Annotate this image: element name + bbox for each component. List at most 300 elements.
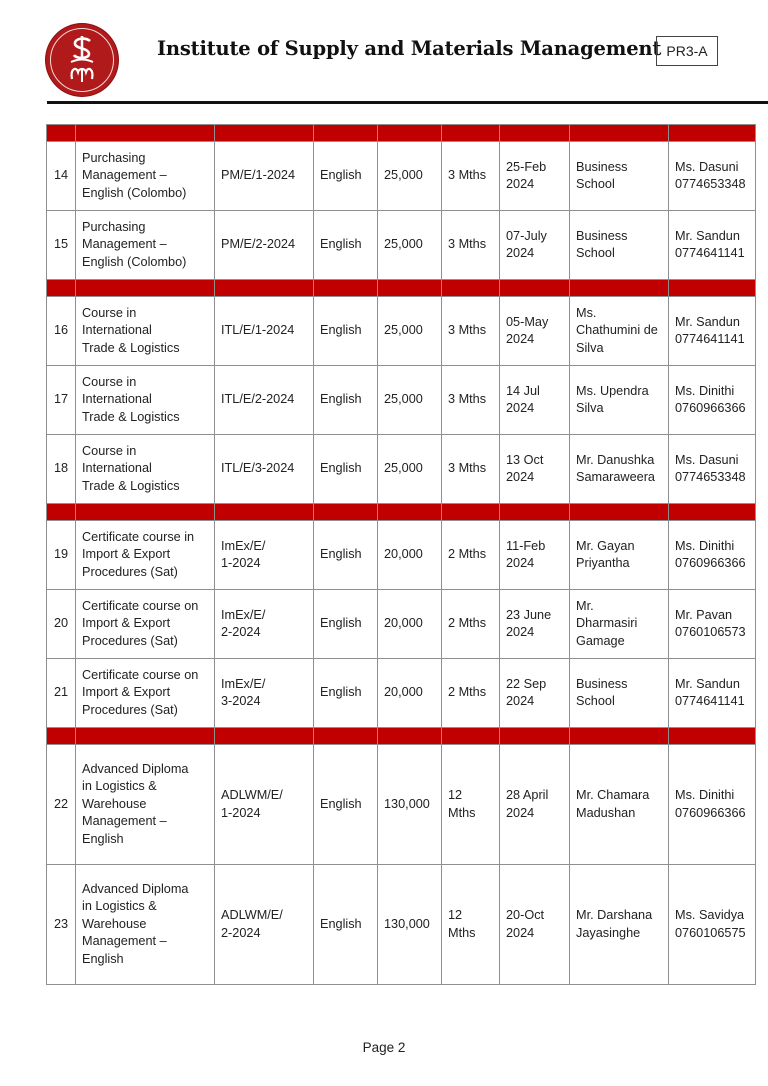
course-line: Course in [82,374,137,389]
contact-line: 0774653348 [675,470,746,484]
course-line: Certificate course in [82,529,195,544]
course-line: English (Colombo) [82,185,187,200]
medium-value: English [320,237,362,252]
cell-no [47,142,76,211]
cell-start [500,435,570,504]
cell-medium [314,211,378,280]
medium-value: English [320,392,362,407]
header-divider [47,101,768,104]
separator-cell [378,280,442,297]
cell-no [47,745,76,865]
code-line: PM/E/1-2024 [221,168,296,183]
course-line: Certificate course on [82,598,199,613]
separator-cell [669,728,756,745]
cell-duration [442,211,500,280]
cell-no [47,659,76,728]
cell-code [215,366,314,435]
separator-cell [47,280,76,297]
separator-cell [500,125,570,142]
contact-line: Ms. Savidya [675,908,745,923]
course-schedule-table [46,124,756,985]
separator-cell [669,280,756,297]
cell-lecturer [570,659,669,728]
start-line: 2024 [506,401,535,415]
code-line: ImEx/E/ [221,676,266,691]
contact-line: Ms. Dinithi [675,538,735,553]
code-line: 3-2024 [221,694,261,708]
lecturer-line: Chathumini de [576,323,658,338]
start-line: 2024 [506,805,535,820]
separator-cell [669,504,756,521]
course-line: English (Colombo) [82,254,187,269]
start-line: 05-May [506,314,549,329]
cell-start [500,745,570,865]
separator-cell [442,504,500,521]
cell-start [500,142,570,211]
separator-cell [378,504,442,521]
cell-no [47,435,76,504]
cell-no [47,590,76,659]
cell-start [500,211,570,280]
course-line: Management – [82,934,167,949]
duration-line: 2 Mths [448,616,487,631]
duration-line: 3 Mths [448,323,487,338]
cell-contact [669,865,756,985]
table-row [47,521,756,590]
no-value: 18 [53,461,69,476]
lecturer-line: Samaraweera [576,470,655,484]
cell-contact [669,745,756,865]
course-line: Trade & Logistics [82,340,180,355]
cell-duration [442,297,500,366]
fee-value: 25,000 [384,237,423,252]
contact-line: 0774653348 [675,177,746,191]
duration-line: 3 Mths [448,168,487,183]
start-line: 11-Feb [506,538,546,553]
course-line: Certificate course on [82,667,199,682]
cell-course [76,521,215,590]
cell-course [76,590,215,659]
lecturer-line: Mr. Gayan [576,538,635,553]
course-line: Procedures (Sat) [82,564,178,579]
course-line: Course in [82,305,137,320]
cell-lecturer [570,745,669,865]
cell-contact [669,659,756,728]
cell-medium [314,297,378,366]
course-line: Import & Export [82,616,171,631]
separator-cell [570,125,669,142]
cell-fee [378,211,442,280]
fee-value: 20,000 [384,616,423,631]
separator-cell [47,125,76,142]
cell-lecturer [570,865,669,985]
course-line: Procedures (Sat) [82,633,178,648]
course-line: Import & Export [82,547,171,562]
fee-value: 25,000 [384,461,423,476]
cell-contact [669,211,756,280]
course-line: International [82,392,152,407]
course-line: International [82,323,152,338]
cell-no [47,521,76,590]
duration-line: 2 Mths [448,547,487,562]
lecturer-line: Mr. [576,598,594,613]
start-line: 2024 [506,177,535,191]
contact-line: Mr. Sandun [675,314,740,329]
course-line: Course in [82,443,137,458]
lecturer-line: Silva [576,340,604,355]
separator-cell [500,280,570,297]
cell-duration [442,521,500,590]
code-line: ImEx/E/ [221,607,266,622]
contact-line: 0774641141 [675,694,745,708]
duration-line: 2 Mths [448,685,487,700]
contact-line: Mr. Sandun [675,228,740,243]
no-value: 20 [53,616,69,631]
separator-cell [215,280,314,297]
fee-value: 25,000 [384,323,423,338]
contact-line: 0760966366 [675,556,746,570]
course-line: Warehouse [82,916,147,931]
lecturer-line: Priyantha [576,556,630,570]
cell-contact [669,590,756,659]
contact-line: 0760106573 [675,625,746,639]
group-separator-row [47,280,756,297]
lecturer-line: Gamage [576,633,625,648]
start-line: 2024 [506,332,535,346]
cell-start [500,865,570,985]
start-line: 2024 [506,246,535,260]
cell-duration [442,590,500,659]
cell-contact [669,366,756,435]
cell-lecturer [570,366,669,435]
no-value: 17 [53,392,69,407]
cell-duration [442,659,500,728]
course-line: Trade & Logistics [82,409,180,424]
separator-cell [442,125,500,142]
separator-cell [314,280,378,297]
course-line: Purchasing [82,150,146,165]
separator-cell [215,504,314,521]
course-line: Advanced Diploma [82,761,189,776]
separator-cell [215,728,314,745]
cell-code [215,435,314,504]
cell-duration [442,745,500,865]
separator-cell [314,728,378,745]
code-line: ADLWM/E/ [221,908,283,923]
table-row [47,142,756,211]
start-line: 28 April [506,788,549,803]
course-line: Management – [82,237,167,252]
separator-cell [314,504,378,521]
start-line: 2024 [506,694,535,708]
cell-medium [314,366,378,435]
cell-course [76,659,215,728]
cell-fee [378,521,442,590]
cell-medium [314,435,378,504]
separator-cell [47,504,76,521]
table-row [47,659,756,728]
lecturer-line: Dharmasiri [576,616,638,631]
cell-code [215,211,314,280]
cell-code [215,745,314,865]
cell-fee [378,590,442,659]
course-line: Import & Export [82,685,171,700]
cell-no [47,211,76,280]
cell-course [76,297,215,366]
cell-code [215,142,314,211]
separator-cell [314,125,378,142]
course-line: English [82,831,124,846]
cell-fee [378,865,442,985]
cell-fee [378,142,442,211]
course-line: International [82,461,152,476]
contact-line: Ms. Dinithi [675,788,735,803]
duration-line: 3 Mths [448,392,487,407]
separator-cell [442,728,500,745]
table-row [47,865,756,985]
course-line: Procedures (Sat) [82,702,178,717]
separator-cell [500,504,570,521]
medium-value: English [320,461,362,476]
contact-line: Ms. Dasuni [675,159,739,174]
duration-line: Mths [448,805,476,820]
table-row [47,211,756,280]
no-value: 16 [53,323,69,338]
separator-cell [215,125,314,142]
table-row [47,590,756,659]
lecturer-line: Mr. Chamara [576,788,650,803]
course-line: Management – [82,814,167,829]
logo-monogram-icon [46,24,118,96]
lecturer-line: Business [576,228,628,243]
code-line: 2-2024 [221,625,261,639]
code-line: 2-2024 [221,925,261,940]
separator-cell [500,728,570,745]
separator-cell [669,125,756,142]
start-line: 13 Oct [506,452,544,467]
contact-line: 0760966366 [675,401,746,415]
course-line: Trade & Logistics [82,478,180,493]
medium-value: English [320,323,362,338]
contact-line: Ms. Dinithi [675,383,735,398]
cell-course [76,865,215,985]
duration-line: 12 [448,908,463,923]
lecturer-line: Mr. Darshana [576,908,653,923]
fee-value: 20,000 [384,685,423,700]
cell-start [500,659,570,728]
course-line: Warehouse [82,796,147,811]
document-code-badge: PR3-A [656,36,718,66]
lecturer-line: Business [576,676,628,691]
duration-line: 12 [448,788,463,803]
no-value: 21 [53,685,69,700]
start-line: 2024 [506,470,535,484]
cell-lecturer [570,297,669,366]
fee-value: 25,000 [384,392,423,407]
cell-code [215,865,314,985]
group-separator-row [47,504,756,521]
no-value: 19 [53,547,69,562]
cell-contact [669,297,756,366]
cell-contact [669,435,756,504]
cell-fee [378,659,442,728]
cell-fee [378,297,442,366]
medium-value: English [320,547,362,562]
contact-line: 0774641141 [675,246,745,260]
cell-no [47,865,76,985]
cell-fee [378,366,442,435]
duration-line: 3 Mths [448,461,487,476]
code-line: ImEx/E/ [221,538,266,553]
no-value: 23 [53,916,69,931]
code-line: PM/E/2-2024 [221,237,296,252]
fee-value: 130,000 [384,796,430,811]
contact-line: Mr. Sandun [675,676,740,691]
fee-value: 25,000 [384,168,423,183]
separator-cell [570,504,669,521]
table-row [47,435,756,504]
start-line: 07-July [506,228,547,243]
medium-value: English [320,616,362,631]
cell-contact [669,521,756,590]
start-line: 2024 [506,556,535,570]
cell-medium [314,659,378,728]
separator-cell [378,728,442,745]
lecturer-line: Ms. [576,305,597,320]
code-line: ITL/E/3-2024 [221,461,295,476]
no-value: 22 [53,796,69,811]
cell-start [500,521,570,590]
cell-course [76,211,215,280]
page-number: Page 2 [362,1040,406,1055]
cell-no [47,366,76,435]
start-line: 14 Jul [506,383,540,398]
cell-course [76,745,215,865]
duration-line: Mths [448,925,476,940]
cell-no [47,297,76,366]
lecturer-line: Jayasinghe [576,925,641,940]
lecturer-line: Mr. Danushka [576,452,655,467]
cell-code [215,590,314,659]
cell-contact [669,142,756,211]
medium-value: English [320,168,362,183]
cell-medium [314,745,378,865]
course-line: in Logistics & [82,899,157,914]
cell-lecturer [570,590,669,659]
lecturer-line: School [576,694,615,708]
cell-fee [378,435,442,504]
separator-cell [47,728,76,745]
cell-code [215,297,314,366]
course-line: Purchasing [82,219,146,234]
cell-duration [442,142,500,211]
cell-start [500,590,570,659]
code-line: 1-2024 [221,556,261,570]
separator-cell [570,280,669,297]
cell-duration [442,865,500,985]
lecturer-line: School [576,246,615,260]
separator-cell [378,125,442,142]
code-line: ITL/E/2-2024 [221,392,295,407]
cell-lecturer [570,211,669,280]
contact-line: Mr. Pavan [675,607,733,622]
fee-value: 130,000 [384,916,430,931]
medium-value: English [320,916,362,931]
table-row [47,297,756,366]
course-line: English [82,951,124,966]
course-line: Management – [82,168,167,183]
code-line: ADLWM/E/ [221,788,283,803]
cell-medium [314,865,378,985]
start-line: 23 June [506,607,552,622]
page-title: Institute of Supply and Materials Management [157,37,662,60]
code-line: 1-2024 [221,805,261,820]
contact-line: 0774641141 [675,332,745,346]
start-line: 2024 [506,625,535,639]
course-line: in Logistics & [82,779,157,794]
no-value: 15 [53,237,69,252]
start-line: 22 Sep [506,676,547,691]
duration-line: 3 Mths [448,237,487,252]
cell-course [76,435,215,504]
medium-value: English [320,796,362,811]
cell-fee [378,745,442,865]
start-line: 2024 [506,925,535,940]
cell-medium [314,590,378,659]
contact-line: 0760966366 [675,805,746,820]
separator-cell [76,280,215,297]
cell-medium [314,521,378,590]
separator-cell [570,728,669,745]
cell-duration [442,435,500,504]
cell-code [215,659,314,728]
table-row [47,366,756,435]
contact-line: Ms. Dasuni [675,452,739,467]
lecturer-line: Ms. Upendra [576,383,649,398]
cell-start [500,297,570,366]
cell-lecturer [570,142,669,211]
course-line: Advanced Diploma [82,881,189,896]
cell-course [76,142,215,211]
lecturer-line: Silva [576,401,604,415]
contact-line: 0760106575 [675,925,746,940]
cell-lecturer [570,521,669,590]
separator-cell [76,504,215,521]
group-separator-row [47,728,756,745]
code-line: ITL/E/1-2024 [221,323,295,338]
separator-cell [76,728,215,745]
lecturer-line: School [576,177,615,191]
cell-start [500,366,570,435]
group-separator-row [47,125,756,142]
lecturer-line: Madushan [576,805,636,820]
no-value: 14 [53,168,69,183]
medium-value: English [320,685,362,700]
separator-cell [76,125,215,142]
separator-cell [442,280,500,297]
cell-duration [442,366,500,435]
cell-medium [314,142,378,211]
ism-logo-icon [46,24,118,96]
start-line: 20-Oct [506,908,545,923]
fee-value: 20,000 [384,547,423,562]
cell-lecturer [570,435,669,504]
cell-code [215,521,314,590]
cell-course [76,366,215,435]
table-row [47,745,756,865]
start-line: 25-Feb [506,159,547,174]
lecturer-line: Business [576,159,628,174]
